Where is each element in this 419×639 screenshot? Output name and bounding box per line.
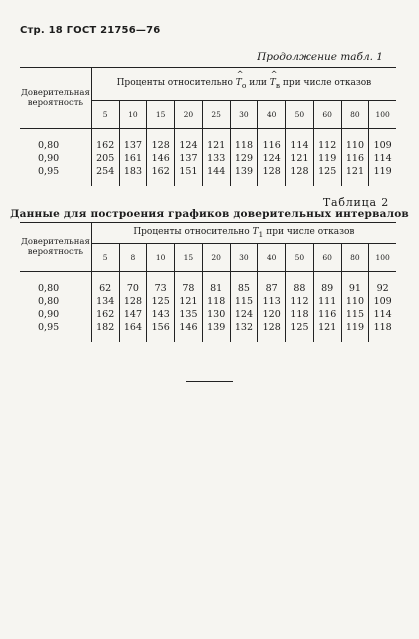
col-header: 60 [313, 244, 341, 272]
value-cell: 87 [258, 272, 286, 296]
span-prefix: Проценты относительно [133, 227, 250, 238]
table-2-title: Данные для построения графиков доверительных интервалов [10, 208, 409, 220]
row-header [20, 223, 91, 272]
value-cell: 137 [175, 152, 203, 165]
value-cell: 118 [369, 321, 396, 342]
col-header: 60 [313, 101, 341, 129]
value-cell: 182 [96, 322, 115, 333]
col-header: 80 [341, 101, 369, 129]
value-cell: 78 [175, 272, 203, 296]
col-header: 30 [230, 101, 258, 129]
value-cell: 116 [313, 308, 341, 321]
span-header [91, 223, 396, 244]
value-cell: 139 [202, 321, 230, 342]
value-cell: 132 [230, 321, 258, 342]
table-row [20, 152, 396, 165]
probability-cell: 0,90 [20, 152, 91, 165]
value-cell: 121 [341, 165, 369, 186]
value-cell: 124 [258, 152, 286, 165]
col-header: 40 [258, 244, 286, 272]
value-cell: 81 [202, 272, 230, 296]
value-cell: 143 [147, 308, 175, 321]
value-cell: 92 [369, 272, 396, 296]
probability-cell: 0,80 [20, 295, 91, 308]
value-cell: 109 [369, 129, 396, 153]
value-cell: 129 [230, 152, 258, 165]
continuation-note: Продолжение табл. 1 [257, 51, 383, 63]
value-cell: 115 [230, 295, 258, 308]
value-cell: 162 [96, 140, 115, 151]
col-header: 10 [119, 101, 147, 129]
value-cell: 114 [369, 308, 396, 321]
value-cell: 113 [258, 295, 286, 308]
value-cell: 89 [313, 272, 341, 296]
t-symbol: T [252, 227, 259, 238]
span-suffix: при числе отказов [266, 227, 355, 238]
value-cell: 62 [99, 283, 112, 294]
value-cell: 121 [286, 152, 314, 165]
value-cell: 116 [341, 152, 369, 165]
table-2 [20, 222, 396, 342]
value-cell: 116 [258, 129, 286, 153]
value-cell: 110 [341, 295, 369, 308]
table-row [20, 321, 396, 342]
t-symbol-2: T [269, 78, 276, 89]
value-cell: 130 [202, 308, 230, 321]
value-cell: 85 [230, 272, 258, 296]
value-cell: 161 [119, 152, 147, 165]
table-1 [20, 67, 396, 186]
value-cell: 146 [147, 152, 175, 165]
value-cell: 119 [341, 321, 369, 342]
row-header [20, 68, 91, 129]
value-cell: 156 [147, 321, 175, 342]
t-sub: 1 [258, 229, 264, 239]
value-cell: 120 [258, 308, 286, 321]
value-cell: 147 [119, 308, 147, 321]
t-sub-v: в [275, 80, 281, 90]
col-header: 50 [286, 244, 314, 272]
value-cell: 124 [175, 129, 203, 153]
value-cell: 128 [258, 165, 286, 186]
value-cell: 91 [341, 272, 369, 296]
probability-cell: 0,95 [20, 321, 91, 342]
value-cell: 119 [369, 165, 396, 186]
value-cell: 137 [119, 129, 147, 153]
table-row [20, 129, 396, 153]
value-cell: 111 [313, 295, 341, 308]
value-cell: 121 [202, 129, 230, 153]
col-header: 5 [91, 244, 119, 272]
row-header-label: Доверительная вероятность [21, 88, 90, 108]
value-cell: 110 [341, 129, 369, 153]
value-cell: 118 [202, 295, 230, 308]
value-cell: 135 [175, 308, 203, 321]
table-row [20, 272, 396, 296]
value-cell: 73 [147, 272, 175, 296]
value-cell: 114 [286, 129, 314, 153]
value-cell: 125 [313, 165, 341, 186]
value-cell: 151 [175, 165, 203, 186]
table-row [20, 165, 396, 186]
value-cell: 115 [341, 308, 369, 321]
value-cell: 112 [286, 295, 314, 308]
value-cell: 118 [230, 129, 258, 153]
col-header: 50 [286, 101, 314, 129]
value-cell: 183 [119, 165, 147, 186]
probability-cell: 0,80 [20, 272, 91, 296]
t-sub-o: о [241, 80, 247, 90]
end-rule [186, 381, 233, 382]
value-cell: 125 [286, 321, 314, 342]
col-header: 100 [369, 244, 396, 272]
table-2-number: Таблица 2 [322, 196, 389, 209]
span-suffix: при числе отказов [282, 78, 372, 89]
span-prefix: Проценты относительно [116, 78, 233, 89]
value-cell: 134 [96, 296, 115, 307]
value-cell: 128 [258, 321, 286, 342]
value-cell: 121 [313, 321, 341, 342]
value-cell: 109 [369, 295, 396, 308]
value-cell: 133 [202, 152, 230, 165]
col-header: 15 [147, 101, 175, 129]
col-header: 30 [230, 244, 258, 272]
value-cell: 121 [175, 295, 203, 308]
value-cell: 254 [96, 166, 115, 177]
value-cell: 205 [96, 153, 115, 164]
value-cell: 125 [147, 295, 175, 308]
span-middle: или [249, 78, 267, 89]
value-cell: 146 [175, 321, 203, 342]
value-cell: 128 [119, 295, 147, 308]
value-cell: 112 [313, 129, 341, 153]
probability-cell: 0,90 [20, 308, 91, 321]
probability-cell: 0,95 [20, 165, 91, 186]
col-header: 40 [258, 101, 286, 129]
page-header: Стр. 18 ГОСТ 21756—76 [20, 25, 161, 36]
value-cell: 128 [286, 165, 314, 186]
value-cell: 162 [147, 165, 175, 186]
t-symbol: T [235, 78, 242, 89]
value-cell: 119 [313, 152, 341, 165]
value-cell: 139 [230, 165, 258, 186]
span-header [91, 68, 396, 101]
value-cell: 128 [147, 129, 175, 153]
value-cell: 144 [202, 165, 230, 186]
value-cell: 124 [230, 308, 258, 321]
value-cell: 114 [369, 152, 396, 165]
col-header: 80 [341, 244, 369, 272]
t-hat-symbol [236, 78, 242, 88]
col-header: 25 [202, 101, 230, 129]
col-header: 20 [175, 101, 203, 129]
t-hat-symbol-2 [270, 78, 276, 88]
value-cell: 162 [96, 309, 115, 320]
col-header: 5 [91, 101, 119, 129]
col-header: 10 [147, 244, 175, 272]
value-cell: 118 [286, 308, 314, 321]
row-header-label: Доверительная вероятность [21, 237, 90, 257]
col-header: 8 [119, 244, 147, 272]
value-cell: 164 [119, 321, 147, 342]
value-cell: 70 [119, 272, 147, 296]
col-header: 100 [369, 101, 396, 129]
table-row [20, 295, 396, 308]
probability-cell: 0,80 [20, 129, 91, 153]
col-header: 20 [202, 244, 230, 272]
col-header: 15 [175, 244, 203, 272]
table-row [20, 308, 396, 321]
value-cell: 88 [286, 272, 314, 296]
